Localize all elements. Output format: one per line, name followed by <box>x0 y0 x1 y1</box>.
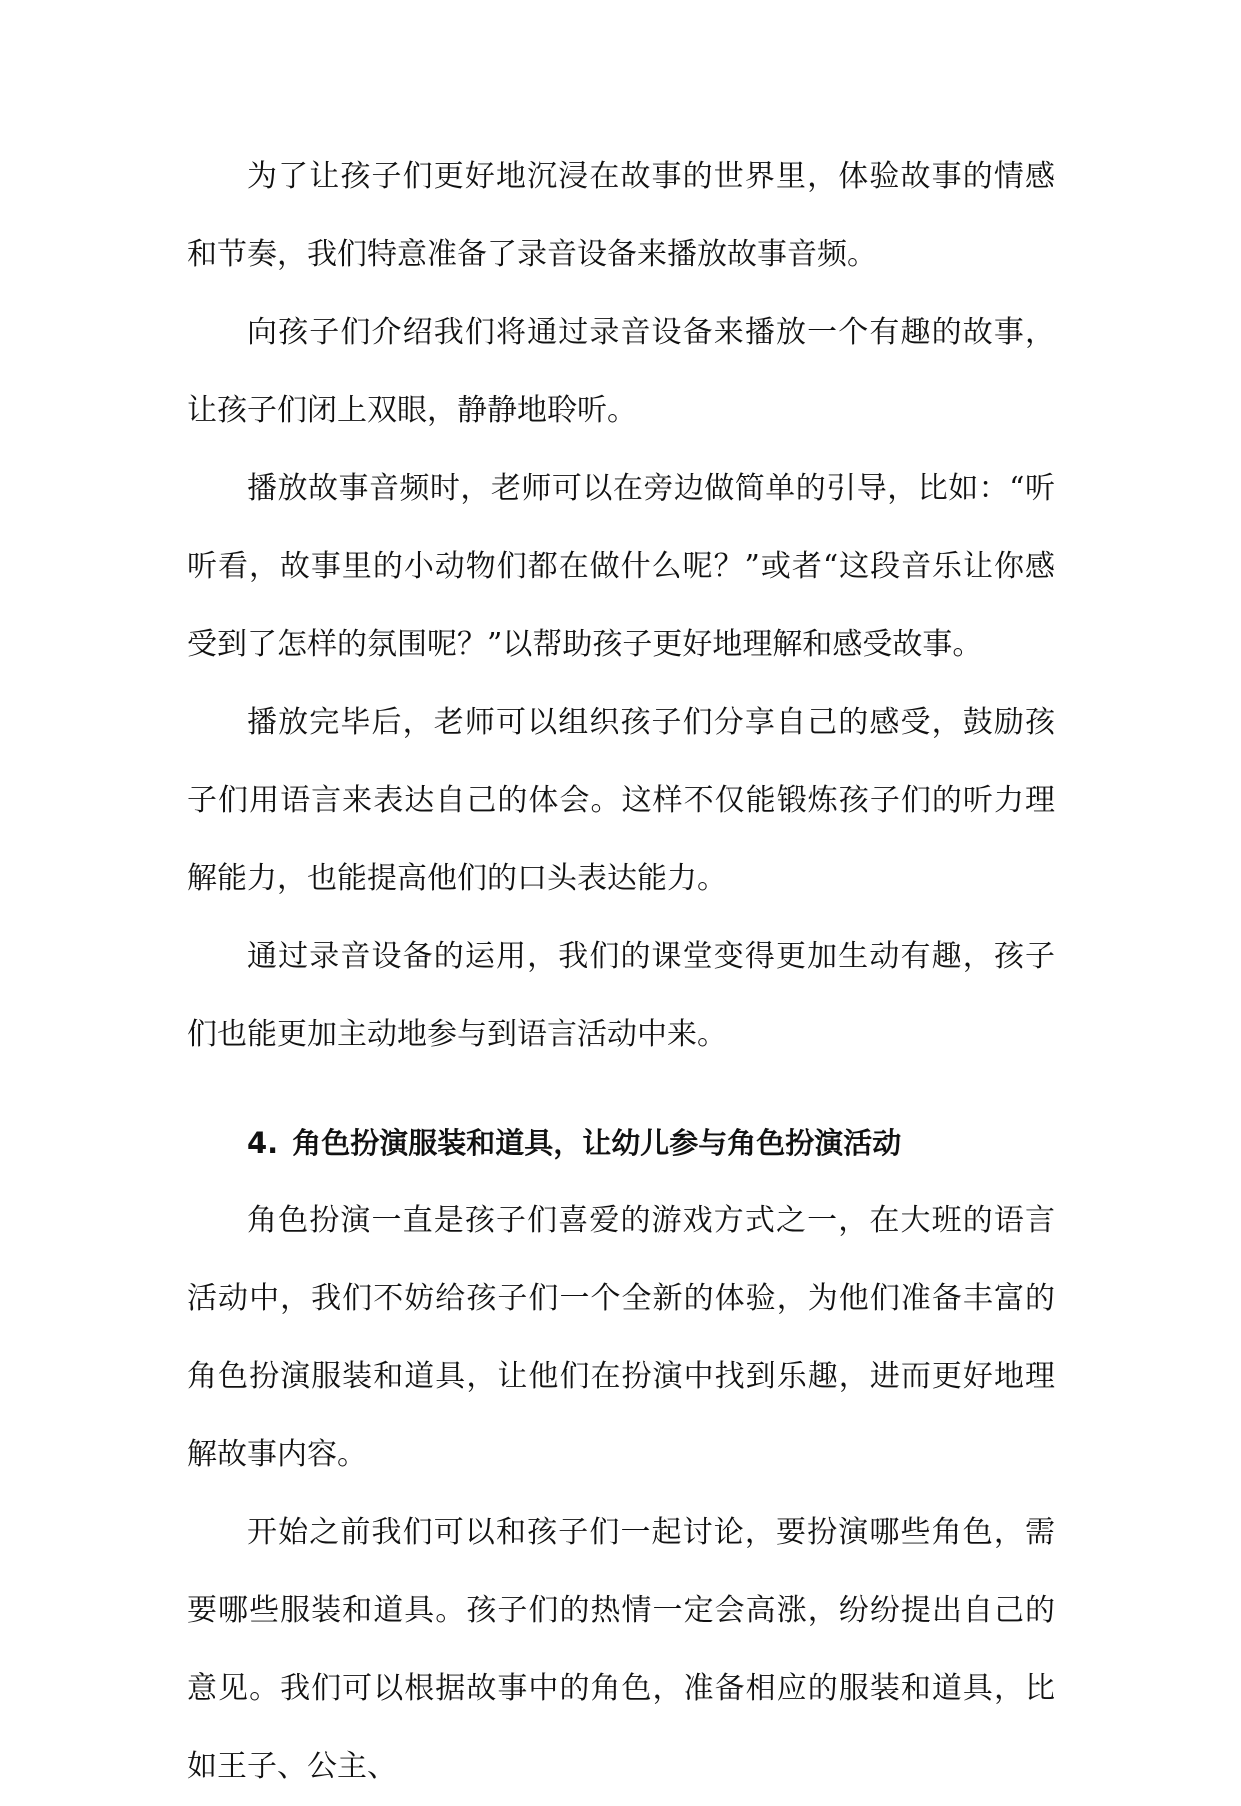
section-title: 角色扮演服装和道具，让幼儿参与角色扮演活动 <box>292 1126 902 1160</box>
section-heading <box>187 1104 1055 1182</box>
paragraph-5: 通过录音设备的运用，我们的课堂变得更加生动有趣，孩子们也能更加主动地参与到语言活动中来。 <box>187 939 1055 1052</box>
section-number: 4. <box>247 1126 279 1160</box>
paragraph-1: 为了让孩子们更好地沉浸在故事的世界里，体验故事的情感和节奏，我们特意准备了录音设备来播放故事音频。 <box>187 159 1055 272</box>
paragraph-4: 播放完毕后，老师可以组织孩子们分享自己的感受，鼓励孩子们用语言来表达自己的体会。这样不仅能锻炼孩子们的听力理解能力，也能提高他们的口头表达能力。 <box>187 705 1055 896</box>
paragraph-2: 向孩子们介绍我们将通过录音设备来播放一个有趣的故事，让孩子们闭上双眼，静静地聆听。 <box>187 315 1055 428</box>
paragraph-6: 角色扮演一直是孩子们喜爱的游戏方式之一，在大班的语言活动中，我们不妨给孩子们一个全新的体验，为他们准备丰富的角色扮演服装和道具，让他们在扮演中找到乐趣，进而更好地理解故事内容。 <box>187 1203 1055 1472</box>
paragraph-7: 开始之前我们可以和孩子们一起讨论，要扮演哪些角色，需要哪些服装和道具。孩子们的热情一定会高涨，纷纷提出自己的意见。我们可以根据故事中的角色，准备相应的服装和道具，比如王子、公主、 <box>187 1515 1055 1784</box>
document-body <box>187 138 1055 1806</box>
paragraph-3: 播放故事音频时，老师可以在旁边做简单的引导，比如：“听听看，故事里的小动物们都在做什么呢？”或者“这段音乐让你感受到了怎样的氛围呢？”以帮助孩子更好地理解和感受故事。 <box>187 471 1055 662</box>
